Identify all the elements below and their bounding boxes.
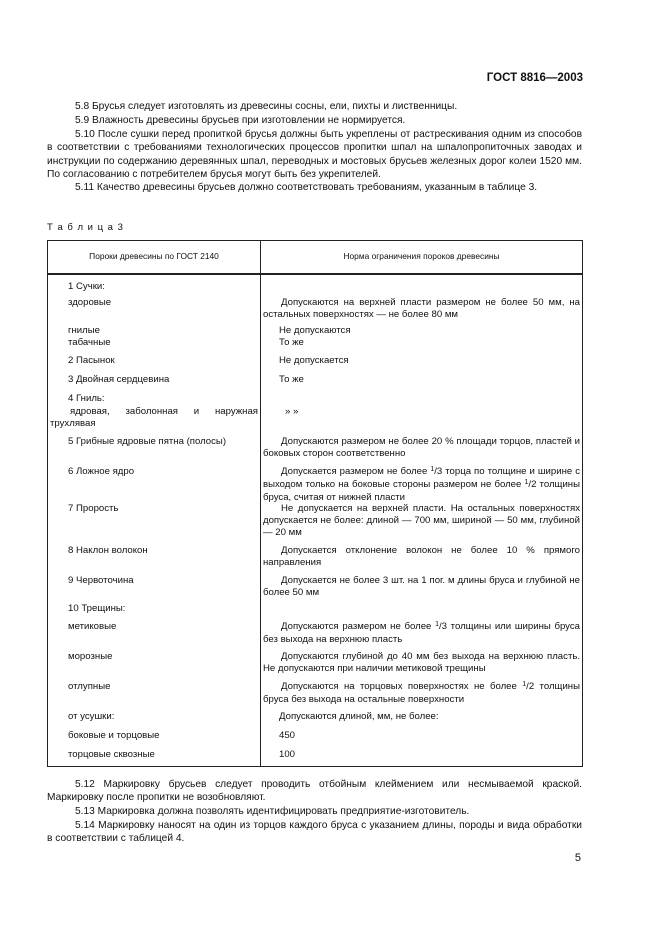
fraction-numerator: 1 <box>522 681 527 689</box>
norm-cell: Допускается размером не более $^1$/3 торца по толщине и ширине с выходом только на боковые стороны размером не более $^1$/2 толщины бруса, считая от нижней пласти <box>261 466 583 503</box>
table-row <box>48 651 583 681</box>
table-row <box>48 545 583 575</box>
norm-cell <box>261 274 583 293</box>
paragraph-5-8: 5.8 Брусья следует изготовлять из древесины сосны, ели, пихты и лиственницы. <box>75 101 458 112</box>
table-row <box>48 603 583 621</box>
table-row <box>48 274 583 293</box>
defect-cell: здоровые <box>48 293 261 325</box>
table-row <box>48 374 583 393</box>
fraction-numerator: 1 <box>430 466 435 473</box>
norm-text: толщины или ширины бруса без выхода на верхнюю пласть <box>263 621 580 646</box>
norm-cell: Допускаются размером не более 20 % площади торцов, пластей и боковых сторон соответственно <box>261 436 583 466</box>
defect-cell: ядровая, заболонная и наружная трухлявая <box>48 406 261 436</box>
norm-cell: Не допускаются <box>261 325 583 337</box>
table-row <box>48 337 583 355</box>
column-header-defects: Пороки древесины по ГОСТ 2140 <box>48 241 261 275</box>
table-row <box>48 393 583 406</box>
norm-cell: Допускается не более 3 шт. на 1 пог. м длины бруса и глубиной не более 50 мм <box>261 575 583 603</box>
paragraph-5-9: 5.9 Влажность древесины брусьев при изготовлении не нормируется. <box>75 115 406 126</box>
paragraph-5-12: 5.12 Маркировку брусьев следует проводить отбойным клеймением или несмываемой краской. Маркировку после пропитки не возобновляют. <box>47 779 582 804</box>
defect-cell: гнилые <box>48 325 261 337</box>
defects-table <box>47 240 583 767</box>
norm-cell: 100 <box>261 749 583 766</box>
norm-text: толщины бруса, считая от нижней пласти <box>263 478 580 503</box>
table-row <box>48 355 583 374</box>
fraction-denominator: 3 <box>436 466 443 477</box>
norm-cell: Не допускается <box>261 355 583 374</box>
norm-cell: Допускаются на торцовых поверхностях не более $^1$/2 толщины бруса без выхода на остальные поверхности <box>261 681 583 711</box>
norm-text: Допускаются размером не более <box>281 621 436 633</box>
defect-cell: метиковые <box>48 621 261 651</box>
defect-cell: морозные <box>48 651 261 681</box>
norm-cell: Допускается отклонение волокон не более 10 % прямого направления <box>261 545 583 575</box>
fraction-denominator: 2 <box>531 478 537 490</box>
defect-cell: 7 Прорость <box>48 503 261 545</box>
table-row <box>48 503 583 545</box>
page-number: 5 <box>574 852 581 864</box>
table-row <box>48 711 583 730</box>
fraction-denominator: 2 <box>528 681 535 693</box>
defect-cell: табачные <box>48 337 261 355</box>
defect-cell: 10 Трещины: <box>48 603 261 621</box>
norm-cell <box>261 603 583 621</box>
table-row <box>48 325 583 337</box>
norm-cell: » » <box>261 406 583 436</box>
defect-cell: отлупные <box>48 681 261 711</box>
table-row <box>48 621 583 651</box>
table-row <box>48 466 583 503</box>
norm-text: толщины бруса без выхода на остальные поверхности <box>263 681 580 706</box>
norm-cell: То же <box>261 374 583 393</box>
defect-cell: 2 Пасынок <box>48 355 261 374</box>
column-header-norms: Норма ограничения пороков древесины <box>261 241 583 275</box>
table-row <box>48 406 583 436</box>
paragraph-5-11: 5.11 Качество древесины брусьев должно соответствовать требованиям, указанным в таблице 3. <box>75 182 538 193</box>
defect-cell: 4 Гниль: <box>48 393 261 406</box>
norm-cell: То же <box>261 337 583 355</box>
norm-cell: Допускаются на верхней пласти размером не более 50 мм, на остальных поверхностях — не более 80 мм <box>261 293 583 325</box>
defect-cell: 3 Двойная сердцевина <box>48 374 261 393</box>
table-row <box>48 436 583 466</box>
defect-cell: 9 Червоточина <box>48 575 261 603</box>
fraction-numerator: 1 <box>524 478 529 486</box>
document-code: ГОСТ 8816—2003 <box>486 72 583 84</box>
defect-cell: 8 Наклон волокон <box>48 545 261 575</box>
paragraph-5-10: 5.10 После сушки перед пропиткой брусья должны быть укреплены от растрескивания одним из способов в соответствии с требованиями технологических процессов пропитки шпал на шпалопропиточных заводах и инструкции по содержанию деревянных шпал, переводных и мостовых брусьев железных дорог колеи 1520 мм. По согласованию с потребителем брусья могут быть без укрепителей. <box>47 129 582 181</box>
defect-cell: торцовые сквозные <box>48 749 261 766</box>
norm-cell: 450 <box>261 730 583 749</box>
table-row <box>48 730 583 749</box>
fraction-denominator: 3 <box>441 621 447 633</box>
defect-cell: 1 Сучки: <box>48 274 261 293</box>
fraction-numerator: 1 <box>435 621 439 629</box>
table-row <box>48 749 583 766</box>
defect-cell: от усушки: <box>48 711 261 730</box>
paragraph-5-14: 5.14 Маркировку наносят на один из торцов каждого бруса с указанием длины, породы и вида обработки в соответствии с таблицей 4. <box>47 820 582 845</box>
paragraph-5-13: 5.13 Маркировка должна позволять идентифицировать предприятие-изготовитель. <box>75 806 470 817</box>
table-caption: Т а б л и ц а 3 <box>47 222 124 233</box>
norm-text: Допускается размером не более <box>281 466 431 477</box>
defect-cell: 5 Грибные ядровые пятна (полосы) <box>48 436 261 466</box>
defect-cell: боковые и торцовые <box>48 730 261 749</box>
table-row <box>48 293 583 325</box>
norm-cell: Не допускается на верхней пласти. На остальных поверхностях допускается не более: длиной — 700 мм, шириной — 50 мм, глубиной — 20 мм <box>261 503 583 545</box>
norm-text: торца по толщине и ширине с выходом только на боковые стороны размером не более <box>263 466 580 490</box>
table-header-row <box>48 241 583 275</box>
norm-text: Допускаются на торцовых поверхностях не более <box>281 681 523 693</box>
norm-cell: Допускаются глубиной до 40 мм без выхода на верхнюю пласть. Не допускаются при наличии метиковой трещины <box>261 651 583 681</box>
table-row <box>48 681 583 711</box>
norm-cell: Допускаются длиной, мм, не более: <box>261 711 583 730</box>
norm-cell: Допускаются размером не более $^1$/3 толщины или ширины бруса без выхода на верхнюю пласть <box>261 621 583 651</box>
table-row <box>48 575 583 603</box>
defect-cell: 6 Ложное ядро <box>48 466 261 503</box>
norm-cell <box>261 393 583 406</box>
